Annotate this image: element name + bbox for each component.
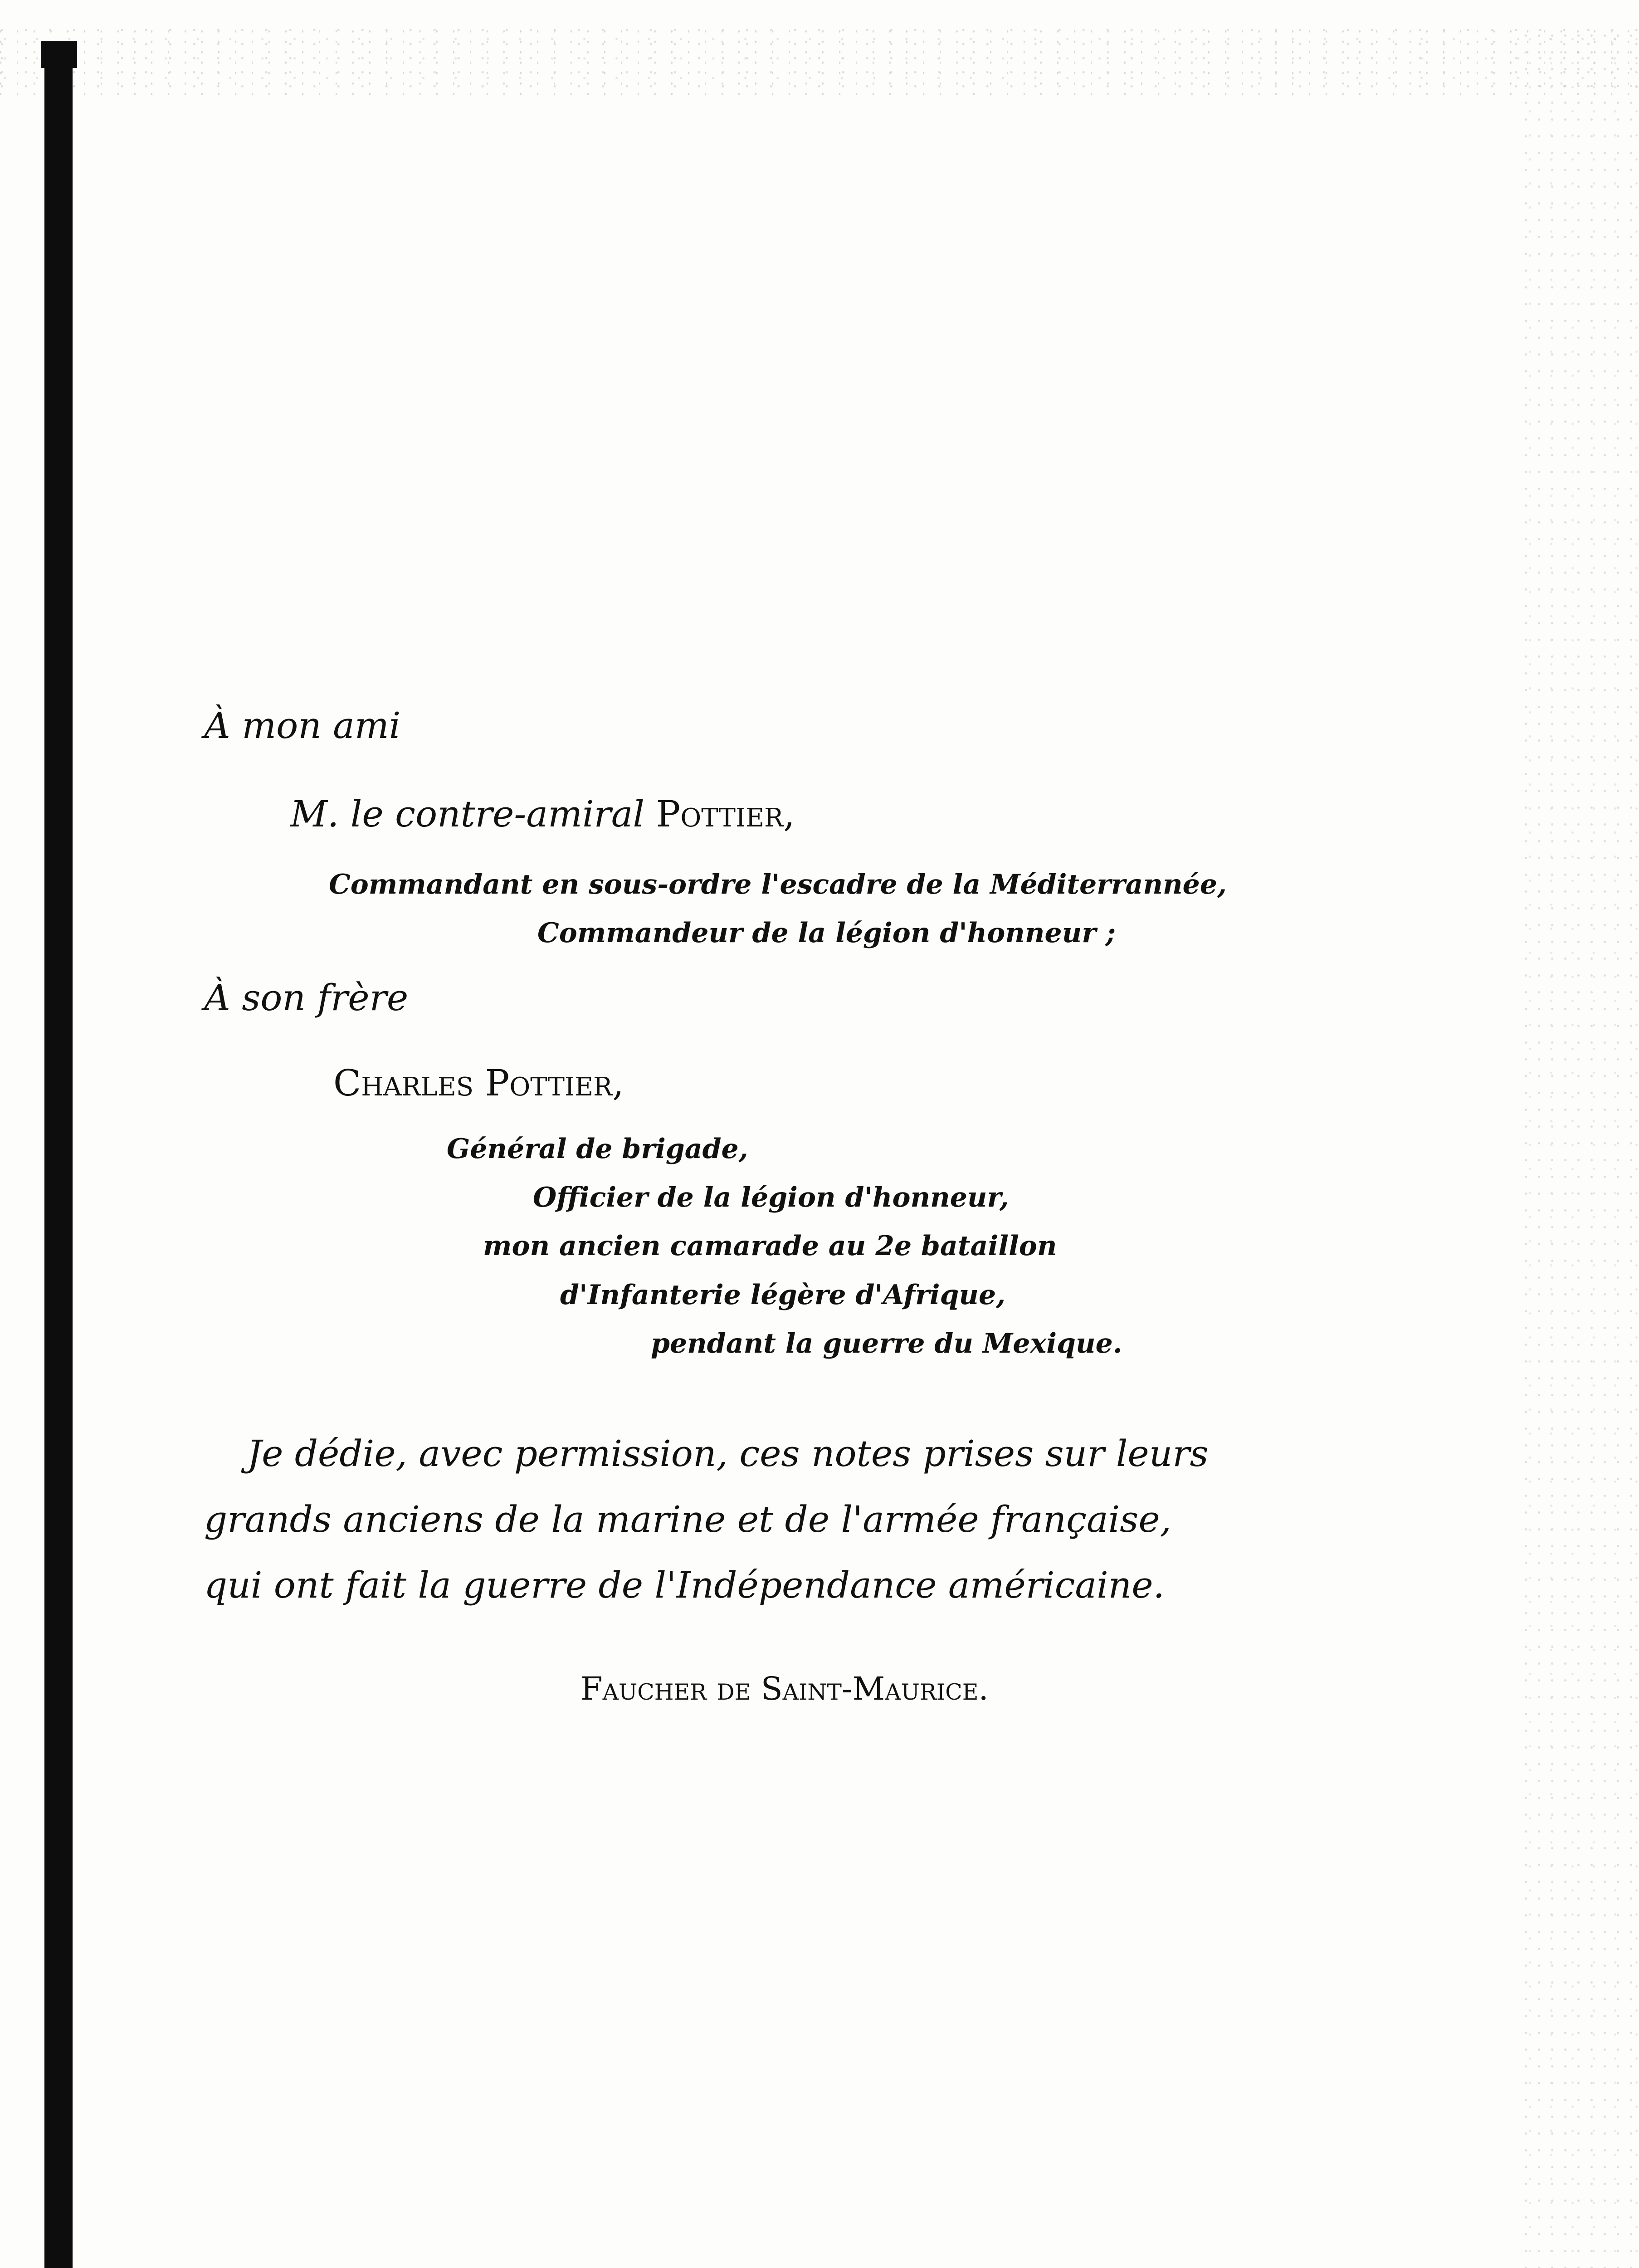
dedication-body-line-3: qui ont fait la guerre de l'Indépendance américaine. (204, 1564, 1165, 1606)
binding-edge (44, 41, 73, 2268)
dedication-to-friend: À mon ami (204, 704, 401, 747)
scan-noise-right (1519, 27, 1639, 2268)
author-signature: Faucher de Saint-Maurice. (580, 1670, 989, 1707)
general-role-1: Général de brigade, (447, 1133, 748, 1165)
general-name: Charles Pottier, (333, 1062, 624, 1104)
dedication-body-line-2: grands anciens de la marine et de l'armée française, (204, 1498, 1172, 1540)
general-role-5: pendant la guerre du Mexique. (651, 1328, 1122, 1359)
admiral-title: M. le contre-amiral (290, 793, 645, 835)
admiral-role-2: Commandeur de la légion d'honneur ; (537, 917, 1116, 949)
dedication-to-brother: À son frère (204, 977, 409, 1019)
scan-noise-top (0, 27, 1639, 95)
general-role-4: d'Infanterie légère d'Afrique, (560, 1279, 1006, 1311)
general-role-3: mon ancien camarade au 2e bataillon (483, 1230, 1057, 1262)
dedication-body-line-1: Je dédie, avec permission, ces notes prises sur leurs (247, 1432, 1209, 1475)
admiral-role-1: Commandant en sous-ordre l'escadre de la Méditerrannée, (329, 869, 1227, 900)
general-role-2: Officier de la légion d'honneur, (533, 1182, 1009, 1213)
admiral-line (290, 793, 795, 835)
admiral-name: Pottier, (656, 793, 795, 835)
